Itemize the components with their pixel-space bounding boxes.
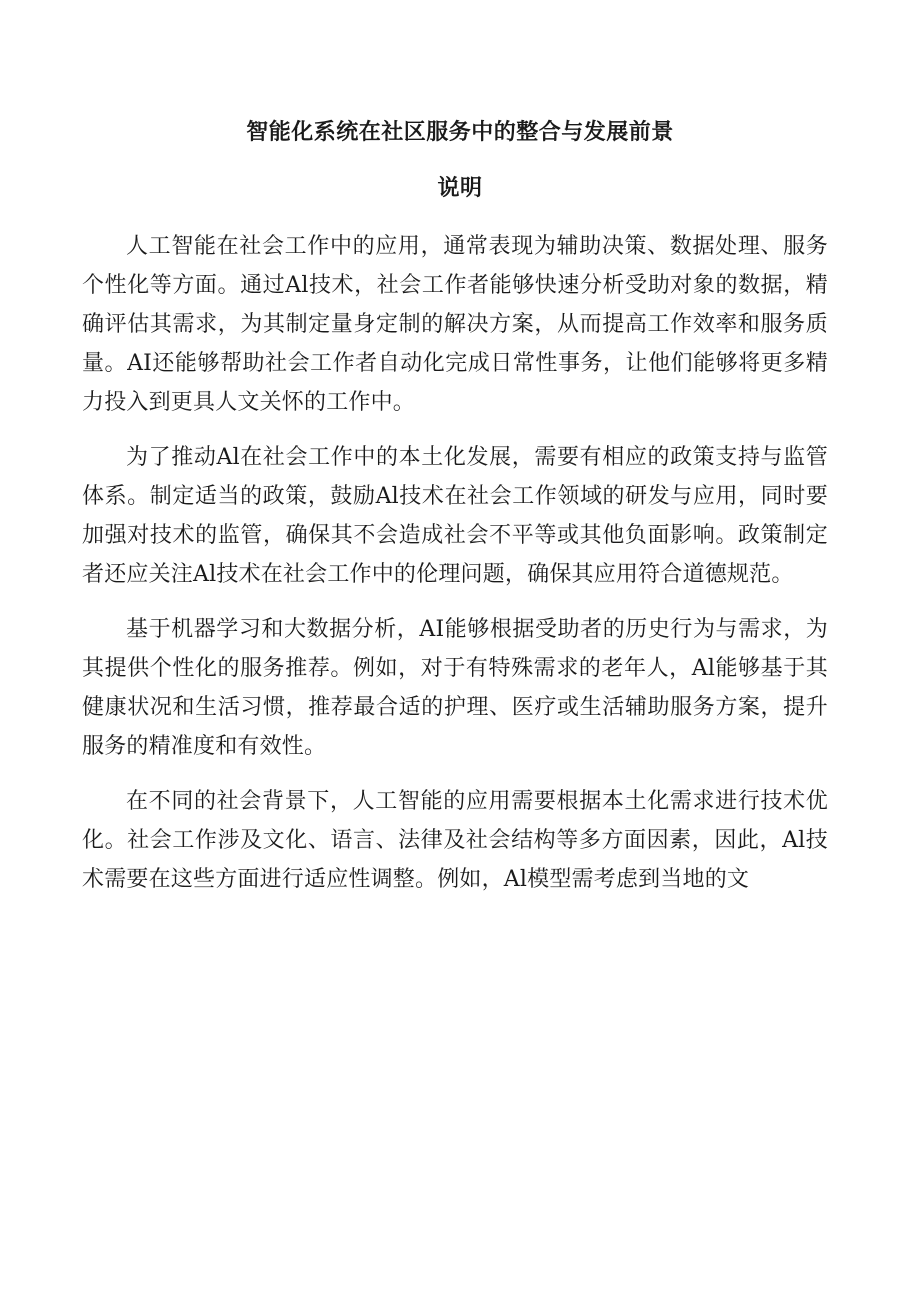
paragraph: 为了推动Al在社会工作中的本土化发展，需要有相应的政策支持与监管体系。制定适当的政策，鼓励Al技术在社会工作领域的研发与应用，同时要加强对技术的监管，确保其不会造成社会不平等或其他负面影响。政策制定者还应关注Al技术在社会工作中的伦理问题，确保其应用符合道德规范。 [82, 445, 828, 587]
document-body [82, 227, 828, 915]
paragraph: 基于机器学习和大数据分析，AI能够根据受助者的历史行为与需求，为其提供个性化的服务推荐。例如，对于有特殊需求的老年人，Al能够基于其健康状况和生活习惯，推荐最合适的护理、医疗或生活辅助服务方案，提升服务的精准度和有效性。 [82, 617, 828, 759]
paragraph: 人工智能在社会工作中的应用，通常表现为辅助决策、数据处理、服务个性化等方面。通过Al技术，社会工作者能够快速分析受助对象的数据，精确评估其需求，为其制定量身定制的解决方案，从而提高工作效率和服务质量。AI还能够帮助社会工作者自动化完成日常性事务，让他们能够将更多精力投入到更具人文关怀的工作中。 [82, 234, 828, 415]
document-title: 智能化系统在社区服务中的整合与发展前景 [246, 119, 674, 145]
section-heading: 说明 [437, 175, 483, 201]
paragraph: 在不同的社会背景下，人工智能的应用需要根据本土化需求进行技术优化。社会工作涉及文化、语言、法律及社会结构等多方面因素，因此，Al技术需要在这些方面进行适应性调整。例如，Al模型需考虑到当地的文 [82, 789, 828, 892]
